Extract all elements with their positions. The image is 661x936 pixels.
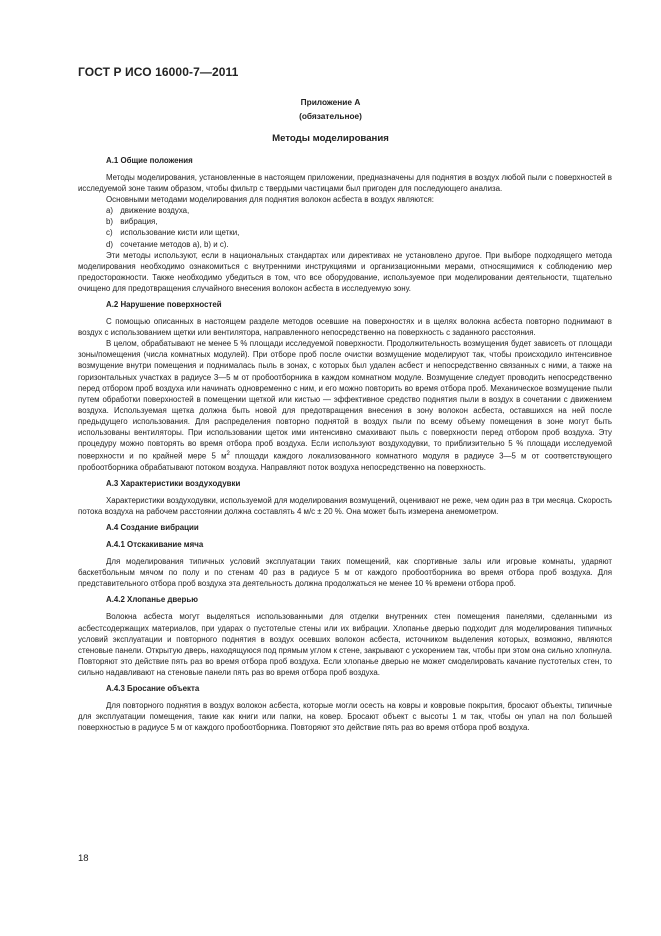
annex-title: Методы моделирования [272,133,389,144]
list-item-label: b) [106,217,114,227]
methods-list [78,205,612,249]
superscript: 2 [226,451,230,458]
section-heading-a1: А.1 Общие положения [106,156,193,165]
subsection-heading-a41: А.4.1 Отскакивание мяча [106,540,204,550]
document-body [78,150,612,733]
paragraph: С помощью описанных в настоящем разделе методов осевшие на поверхностях и в щелях волокна асбеста повторно поднимают в воздух с использованием щетки или вентилятора, направленного непосредственно на поверхность с заданного расстояния. [78,317,612,338]
list-item [78,239,612,250]
list-item-text: использование кисти или щетки, [120,228,240,238]
list-item-text: сочетание методов а), b) и с). [120,239,229,249]
list-item-text: движение воздуха, [120,206,190,216]
list-item [78,227,612,238]
section-heading-a3: А.3 Характеристики воздуходувки [106,478,241,488]
paragraph [78,338,612,473]
paragraph: Методы моделирования, установленные в настоящем приложении, предназначены для поднятия в воздух любой пыли с поверхностей в исследуемой зоне таким образом, чтобы фильтр с твердыми частицами был пригоден для последующего анализа. [78,173,612,194]
paragraph: Для моделирования типичных условий эксплуатации таких помещений, как спортивные залы или игровые комнаты, ударяют баскетбольным мячом по полу и по стенам 40 раз в радиусе 5 м от каждого пробоотборника во время отбора проб воздуха. Для представительного отбора проб воздуха эта деятельность должна продолжаться не менее 10 % времени отбора проб. [78,557,612,589]
subsection-heading-a43: А.4.3 Бросание объекта [106,684,200,693]
page-number: 18 [78,853,89,864]
list-item-label: с) [106,228,113,238]
list-item-label: d) [106,239,114,249]
list-item-label: а) [106,206,114,216]
annex-label: Приложение А [300,97,361,107]
paragraph: Основными методами моделирования для поднятия волокон асбеста в воздух являются: [106,195,434,205]
paragraph: Эти методы используют, если в национальных стандартах или директивах не установлено другое. При выборе подходящего метода моделирования необходимо ознакомиться с внутренними инструкциями и организационными мерами, относящимися к соблюдению мер предосторожности. Также необходимо убедиться в том, что все оборудование, используемое при моделировании деятельности, тщательно очищено для предотвращения случайного внесения волокон асбеста в исследуемую зону. [78,250,612,293]
section-heading-a4: А.4 Создание вибрации [106,523,199,533]
list-item [78,216,612,227]
list-item-text: вибрация, [120,217,158,227]
paragraph: Волокна асбеста могут выделяться использованными для отделки внутренних стен помещения панелями, сделанными из асбестсодержащих материалов, при ударах о пустотелые стены или их вибрации. Хлопанье дверью подходит для моделирования типичных условий эксплуатации и повторного поднятия в воздух осевших волокон асбеста, источником выделения которых, возможно, являются стеновые панели. Открытую дверь, находящуюся под прямым углом к стене, закрывают с ускорением так, чтобы при этом она сильно хлопнула. Повторяют это действие пять раз во время отбора проб воздуха. Если хлопанье дверью не может смоделировать качание пустотелых стен, то сильно надавливают на стеновые панели пять раз во время отбора проб воздуха. [78,612,612,677]
standard-header: ГОСТ Р ИСО 16000-7—2011 [78,65,239,79]
paragraph: Для повторного поднятия в воздух волокон асбеста, которые могли осесть на ковры и ковровые покрытия, бросают объекты, типичные для эксплуатации помещения, такие как книги или папки, на ковер. Бросают объект с высоты 1 м так, чтобы он упал на пол большей поверхностью в радиусе 5 м от каждого пробоотборника. Повторяют это действие пять раз во время отбора проб воздуха. [78,701,612,733]
paragraph-text: площади каждого локализованного комнатного модуля в радиусе 3—5 м от соответствующего пробоотборника обрабатывают потоком воздуха. Направляют поток воздуха непосредственно на поверхность. [78,451,612,472]
annex-label-block [0,95,661,123]
paragraph-text: В целом, обрабатывают не менее 5 % площади исследуемой поверхности. Продолжительность возмущения будет зависеть от площади зоны/помещения (числа комнатных модулей). При отборе проб после очистки возмущение моделируют так, чтобы происходило интенсивное возмущение внутри помещения и поднималась пыль в зонах, с которых был удален асбест и непосредственно связанных с ними, а также на горизонтальных участках в радиусе 3—5 м от пробоотборника в каждом комнатном модуле. Возмущение следует проводить непосредственно перед отбором проб воздуха или начинать одновременно с ним, и его можно повторить во время отбора проб. Механическое возмущение пыли путем обработки поверхностей в помещении щеткой или кистью — эффективное средство поднятия пыли в воздух в сочетании с движением воздуха. Используемая щетка должна быть новой для предотвращения внесения в зону волокон асбеста, оставшихся на ней после предыдущего использования. Для распределения повторно поднятой в воздух пыли по всему объему помещения в зоне могут быть использованы вентиляторы. При использовании щеток ими интенсивно смахивают пыль с поверхности перед отбором проб воздуха. Эту процедуру можно повторять во время отбора проб воздуха. Если используют воздуходувки, то приблизительно 5 % площади исследуемой поверхности и по крайней мере 5 м [78,339,612,461]
section-heading-a2: А.2 Нарушение поверхностей [106,300,222,310]
annex-status: (обязательное) [299,111,362,121]
subsection-heading-a42: А.4.2 Хлопанье дверью [106,595,198,605]
list-item [78,205,612,216]
paragraph: Характеристики воздуходувки, используемой для моделирования возмущений, оценивают не реже, чем один раз в три месяца. Скорость потока воздуха на рабочем расстоянии должна составлять 4 м/с ± 20 %. Она может быть измерена анемометром. [78,495,612,517]
